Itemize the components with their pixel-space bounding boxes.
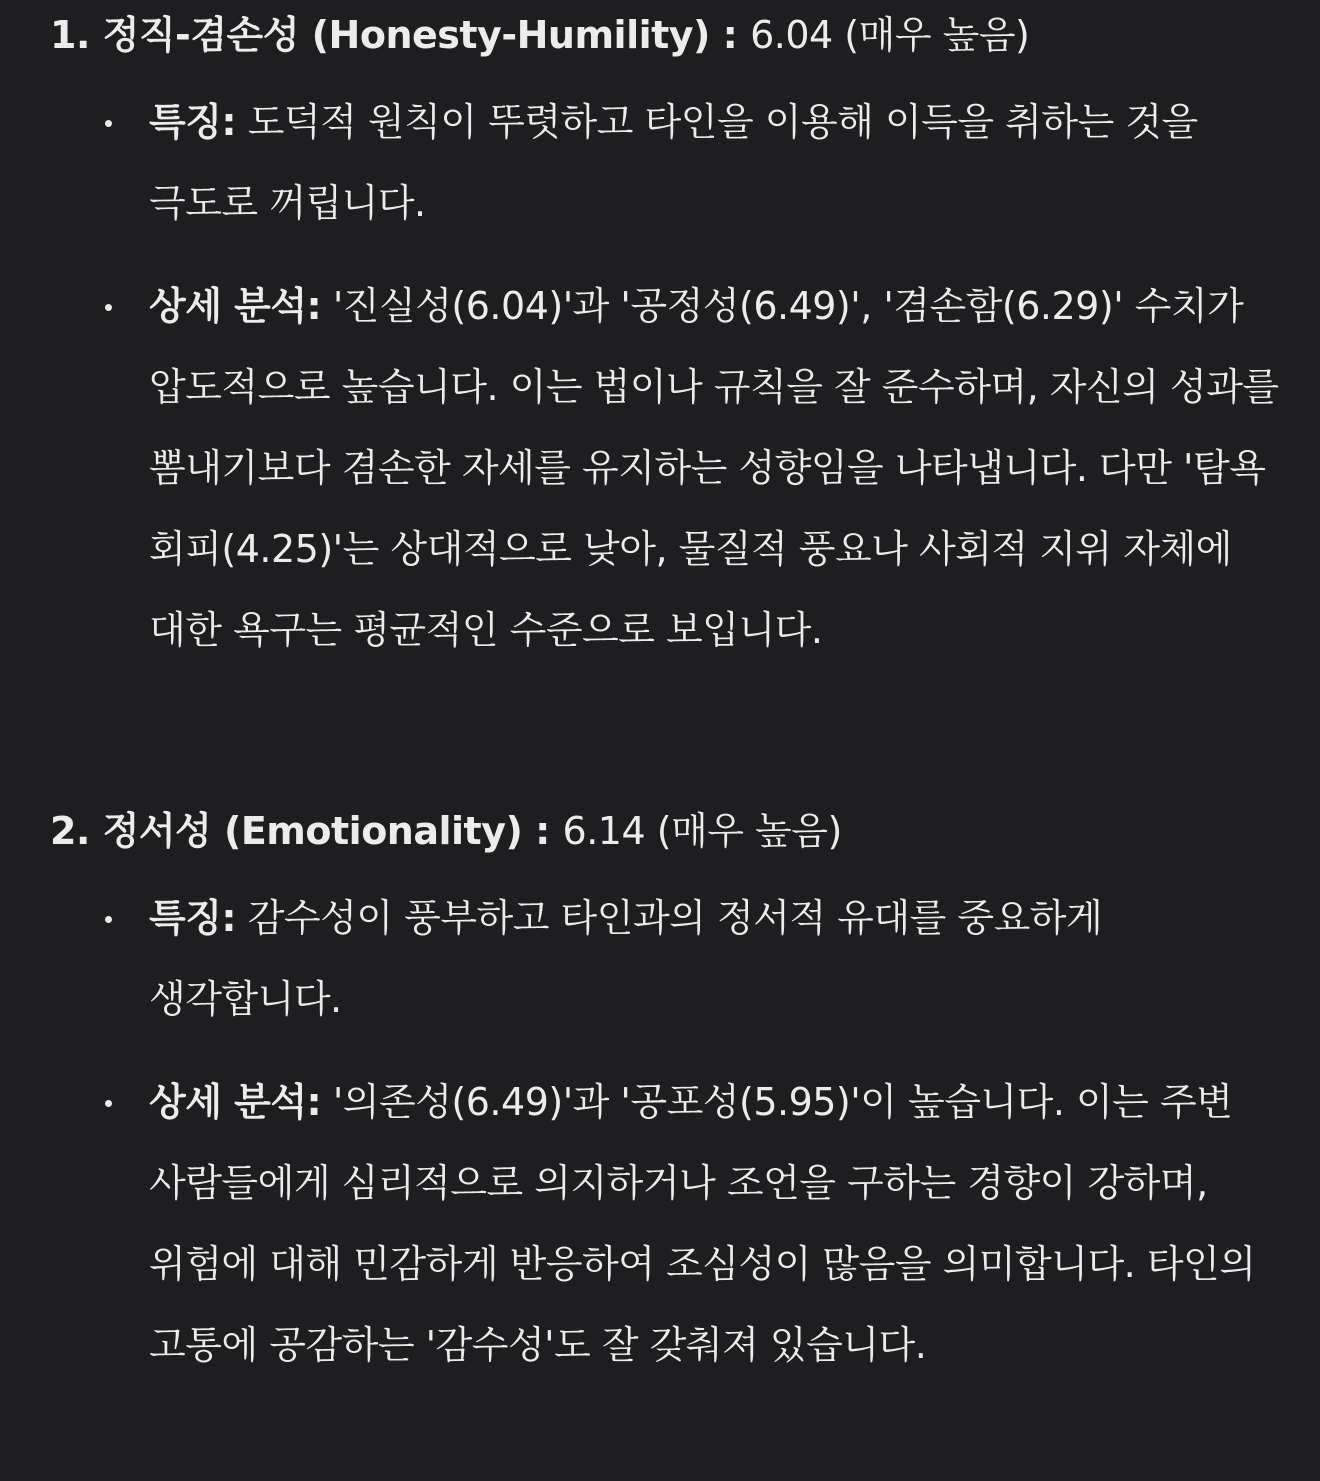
bullet-icon — [101, 1096, 115, 1110]
section-number: 1. — [50, 13, 90, 57]
item-body: 도덕적 원칙이 뚜렷하고 타인을 이용해 이득을 취하는 것을 극도로 꺼립니다. — [149, 100, 1198, 225]
item-body: 감수성이 풍부하고 타인과의 정서적 유대를 중요하게 생각합니다. — [149, 896, 1103, 1021]
list-item-text — [149, 878, 1279, 1040]
list-item-text — [149, 1062, 1279, 1386]
section-score: 6.14 (매우 높음) — [562, 809, 842, 853]
section-heading — [50, 806, 842, 856]
bullet-icon — [101, 116, 115, 130]
item-body: '의존성(6.49)'과 '공포성(5.95)'이 높습니다. 이는 주변 사람들에게 심리적으로 의지하거나 조언을 구하는 경향이 강하며, 위험에 대해 민감하게 반응하여 조심성이 많음을 의미합니다. 타인의 고통에 공감하는 '감수성'도 잘 갖춰져 있습니다. — [149, 1080, 1256, 1367]
item-label: 특징: — [149, 896, 237, 940]
bullet-icon — [101, 912, 115, 926]
list-item-text — [149, 82, 1279, 244]
section-score: 6.04 (매우 높음) — [750, 13, 1030, 57]
item-body: '진실성(6.04)'과 '공정성(6.49)', '겸손함(6.29)' 수치가 압도적으로 높습니다. 이는 법이나 규칙을 잘 준수하며, 자신의 성과를 뽐내기보다 겸손한 자세를 유지하는 성향임을 나타냅니다. 다만 '탐욕 회피(4.25)'는 상대적으로 낮아, 물질적 풍요나 사회적 지위 자체에 대한 욕구는 평균적인 수준으로 보입니다. — [149, 284, 1279, 652]
item-label: 특징: — [149, 100, 237, 144]
section-name: 정직-겸손성 (Honesty-Humility) : — [102, 13, 738, 57]
list-item-text — [149, 266, 1279, 671]
item-label: 상세 분석: — [149, 284, 322, 328]
section-name: 정서성 (Emotionality) : — [102, 809, 550, 853]
item-label: 상세 분석: — [149, 1080, 322, 1124]
bullet-icon — [101, 300, 115, 314]
section-number: 2. — [50, 809, 90, 853]
section-heading — [50, 10, 1029, 60]
